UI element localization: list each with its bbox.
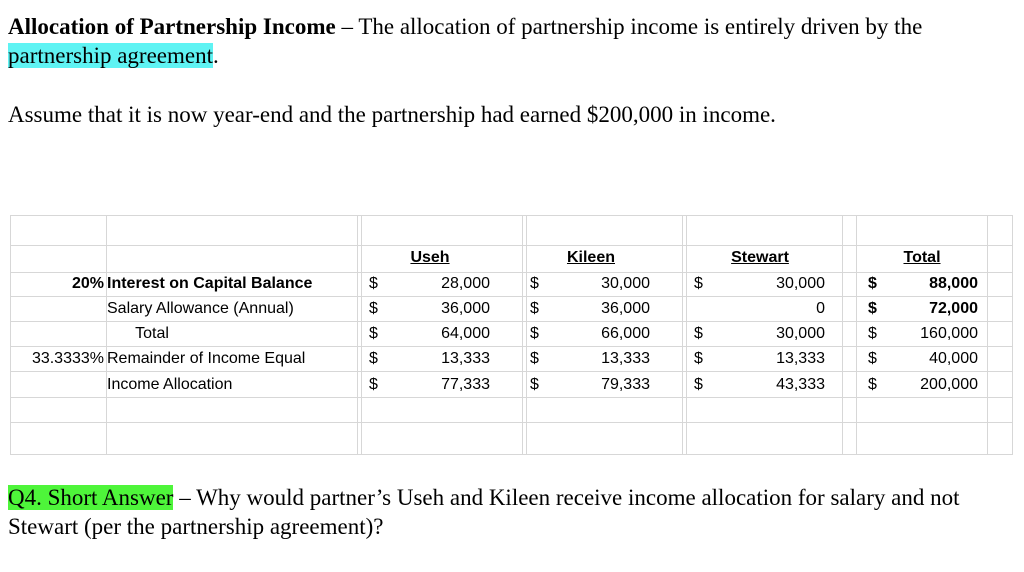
currency-symbol: $ <box>868 350 877 367</box>
grid-line <box>987 215 988 455</box>
row3-stewart: 30,000 <box>776 325 825 342</box>
row2-total: 72,000 <box>929 300 978 317</box>
highlighted-phrase: partnership agreement <box>8 43 213 68</box>
question-text: – Why would partner’s Useh and Kileen receive income allocation for salary and not Stewart (per the partnership agreement)? <box>8 485 960 539</box>
grid-line <box>10 454 1013 455</box>
heading-dash: – <box>335 14 359 39</box>
currency-symbol: $ <box>694 350 703 367</box>
section-heading: Allocation of Partnership Income <box>8 14 336 39</box>
header-kileen: Kileen <box>566 249 615 266</box>
row5-stewart: 43,333 <box>776 376 825 393</box>
header-useh: Useh <box>410 249 450 266</box>
currency-symbol: $ <box>868 275 877 292</box>
row4-stewart: 13,333 <box>776 350 825 367</box>
intro-text-end: . <box>213 43 219 68</box>
question-label: Q4. Short Answer <box>8 485 174 510</box>
row5-label: Income Allocation <box>107 376 233 393</box>
currency-symbol: $ <box>694 376 703 393</box>
currency-symbol: $ <box>369 275 378 292</box>
row2-useh: 36,000 <box>441 300 490 317</box>
grid-line <box>682 215 683 455</box>
grid-line <box>361 215 362 455</box>
row1-stewart: 30,000 <box>776 275 825 292</box>
row4-total: 40,000 <box>929 350 978 367</box>
question-paragraph <box>8 483 1008 541</box>
currency-symbol: $ <box>868 325 877 342</box>
row2-kileen: 36,000 <box>601 300 650 317</box>
row1-percent: 20% <box>71 275 104 292</box>
row1-kileen: 30,000 <box>601 275 650 292</box>
grid-line <box>10 397 1013 398</box>
grid-line <box>10 422 1013 423</box>
row4-kileen: 13,333 <box>601 350 650 367</box>
currency-symbol: $ <box>369 300 378 317</box>
row5-total: 200,000 <box>920 376 978 393</box>
currency-symbol: $ <box>369 376 378 393</box>
grid-line <box>10 215 11 455</box>
grid-line <box>526 215 527 455</box>
currency-symbol: $ <box>694 325 703 342</box>
row1-total: 88,000 <box>929 275 978 292</box>
row1-useh: 28,000 <box>441 275 490 292</box>
grid-line <box>842 215 843 455</box>
row5-kileen: 79,333 <box>601 376 650 393</box>
row3-useh: 64,000 <box>441 325 490 342</box>
currency-symbol: $ <box>868 300 877 317</box>
grid-line <box>686 215 687 455</box>
header-stewart: Stewart <box>731 249 789 266</box>
currency-symbol: $ <box>694 275 703 292</box>
currency-symbol: $ <box>530 300 539 317</box>
grid-line <box>10 215 1013 216</box>
currency-symbol: $ <box>868 376 877 393</box>
row2-stewart: 0 <box>816 300 825 317</box>
row1-label: Interest on Capital Balance <box>107 275 313 292</box>
grid-line <box>522 215 523 455</box>
header-total: Total <box>903 249 941 266</box>
grid-line <box>357 215 358 455</box>
grid-line <box>1012 215 1013 455</box>
currency-symbol: $ <box>530 325 539 342</box>
row4-percent: 33.3333% <box>31 350 104 367</box>
income-allocation-table <box>10 215 1013 455</box>
currency-symbol: $ <box>530 275 539 292</box>
intro-paragraph <box>8 12 1008 70</box>
assumption-paragraph: Assume that it is now year-end and the partnership had earned $200,000 in income. <box>8 102 776 127</box>
currency-symbol: $ <box>369 325 378 342</box>
row3-total: 160,000 <box>920 325 978 342</box>
currency-symbol: $ <box>530 350 539 367</box>
currency-symbol: $ <box>530 376 539 393</box>
intro-text: The allocation of partnership income is entirely driven by the <box>358 14 923 39</box>
row3-kileen: 66,000 <box>601 325 650 342</box>
row4-useh: 13,333 <box>441 350 490 367</box>
currency-symbol: $ <box>369 350 378 367</box>
grid-line <box>856 215 857 455</box>
row5-useh: 77,333 <box>441 376 490 393</box>
row3-label: Total <box>135 325 169 342</box>
row2-label: Salary Allowance (Annual) <box>107 300 294 317</box>
row4-label: Remainder of Income Equal <box>107 350 306 367</box>
grid-line <box>10 245 1013 246</box>
